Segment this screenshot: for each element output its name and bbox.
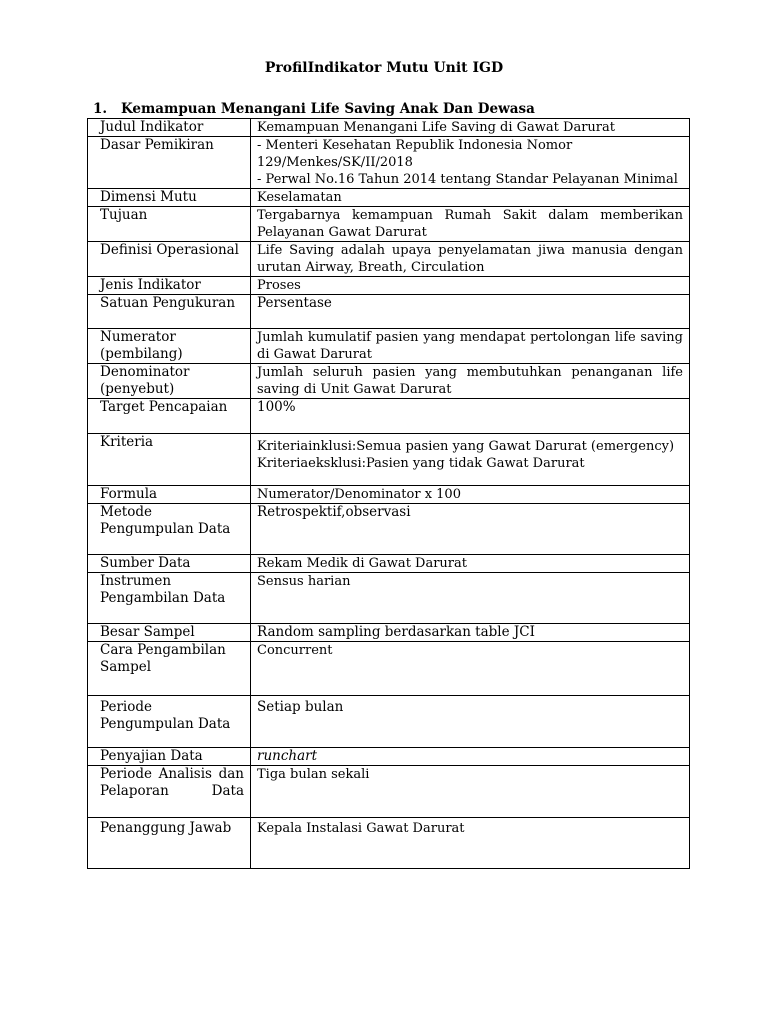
row-label: Judul Indikator xyxy=(88,119,251,137)
table-row xyxy=(88,504,690,555)
row-value: Kepala Instalasi Gawat Darurat xyxy=(251,818,690,869)
row-value-line: - Menteri Kesehatan Republik Indonesia Nomor xyxy=(257,138,573,153)
row-value: Persentase xyxy=(251,295,690,329)
row-label: Jenis Indikator xyxy=(88,277,251,295)
row-value: Tiga bulan sekali xyxy=(251,766,690,818)
row-value xyxy=(251,434,690,486)
table-row xyxy=(88,207,690,242)
table-row xyxy=(88,119,690,137)
row-value: Life Saving adalah upaya penyelamatan jiwa manusia dengan urutan Airway, Breath, Circulation xyxy=(251,242,690,277)
table-row xyxy=(88,624,690,642)
row-label: Numerator (pembilang) xyxy=(88,329,251,364)
section-title: Kemampuan Menangani Life Saving Anak Dan Dewasa xyxy=(121,101,535,117)
document-title: ProfilIndikator Mutu Unit IGD xyxy=(264,60,504,76)
table-row xyxy=(88,642,690,696)
table-row xyxy=(88,766,690,818)
row-value: Jumlah kumulatif pasien yang mendapat pertolongan life saving di Gawat Darurat xyxy=(251,329,690,364)
kriteria-inklusi: Kriteriainklusi:Semua pasien yang Gawat Darurat (emergency) xyxy=(257,439,675,454)
kriteria-eksklusi: Kriteriaeksklusi:Pasien yang tidak Gawat Darurat xyxy=(257,456,585,471)
row-label: Satuan Pengukuran xyxy=(88,295,251,329)
row-value: Jumlah seluruh pasien yang membutuhkan penanganan life saving di Unit Gawat Darurat xyxy=(251,364,690,399)
row-label: Periode Pengumpulan Data xyxy=(88,696,251,748)
row-label: Dimensi Mutu xyxy=(88,189,251,207)
row-value xyxy=(251,137,690,189)
row-value: Proses xyxy=(251,277,690,295)
row-value: Numerator/Denominator x 100 xyxy=(251,486,690,504)
table-row xyxy=(88,137,690,189)
row-label: Kriteria xyxy=(88,434,251,486)
row-label: Sumber Data xyxy=(88,555,251,573)
row-label: Tujuan xyxy=(88,207,251,242)
table-row xyxy=(88,329,690,364)
table-row xyxy=(88,748,690,766)
table-row xyxy=(88,189,690,207)
row-label: Penyajian Data xyxy=(88,748,251,766)
row-label: Metode Pengumpulan Data xyxy=(88,504,251,555)
row-label: Cara Pengambilan Sampel xyxy=(88,642,251,696)
row-label: Definisi Operasional xyxy=(88,242,251,277)
row-label: Periode Analisis dan Pelaporan Data xyxy=(88,766,251,818)
row-label: Formula xyxy=(88,486,251,504)
section-number: 1. xyxy=(93,101,108,117)
row-label: Penanggung Jawab xyxy=(88,818,251,869)
row-label: Besar Sampel xyxy=(88,624,251,642)
table-row xyxy=(88,434,690,486)
table-row xyxy=(88,573,690,624)
row-value: Sensus harian xyxy=(251,573,690,624)
row-value: runchart xyxy=(251,748,690,766)
row-value: Keselamatan xyxy=(251,189,690,207)
table-row xyxy=(88,364,690,399)
table-row xyxy=(88,486,690,504)
row-value: Concurrent xyxy=(251,642,690,696)
row-value: 100% xyxy=(251,399,690,434)
row-value: Kemampuan Menangani Life Saving di Gawat Darurat xyxy=(251,119,690,137)
table-row xyxy=(88,555,690,573)
indicator-profile-table xyxy=(87,118,690,869)
row-value-line: - Perwal No.16 Tahun 2014 tentang Standar Pelayanan Minimal xyxy=(257,172,678,187)
row-value: Retrospektif,observasi xyxy=(251,504,690,555)
table-row xyxy=(88,242,690,277)
row-value: Tergabarnya kemampuan Rumah Sakit dalam memberikan Pelayanan Gawat Darurat xyxy=(251,207,690,242)
table-row xyxy=(88,818,690,869)
row-label: Instrumen Pengambilan Data xyxy=(88,573,251,624)
table-row xyxy=(88,295,690,329)
row-label: Dasar Pemikiran xyxy=(88,137,251,189)
row-label: Denominator (penyebut) xyxy=(88,364,251,399)
table-row xyxy=(88,277,690,295)
table-row xyxy=(88,696,690,748)
table-row xyxy=(88,399,690,434)
row-value: Rekam Medik di Gawat Darurat xyxy=(251,555,690,573)
row-value: Random sampling berdasarkan table JCI xyxy=(251,624,690,642)
row-value-line: 129/Menkes/SK/II/2018 xyxy=(257,155,413,170)
row-label: Target Pencapaian xyxy=(88,399,251,434)
row-value: Setiap bulan xyxy=(251,696,690,748)
section-heading xyxy=(93,101,535,117)
